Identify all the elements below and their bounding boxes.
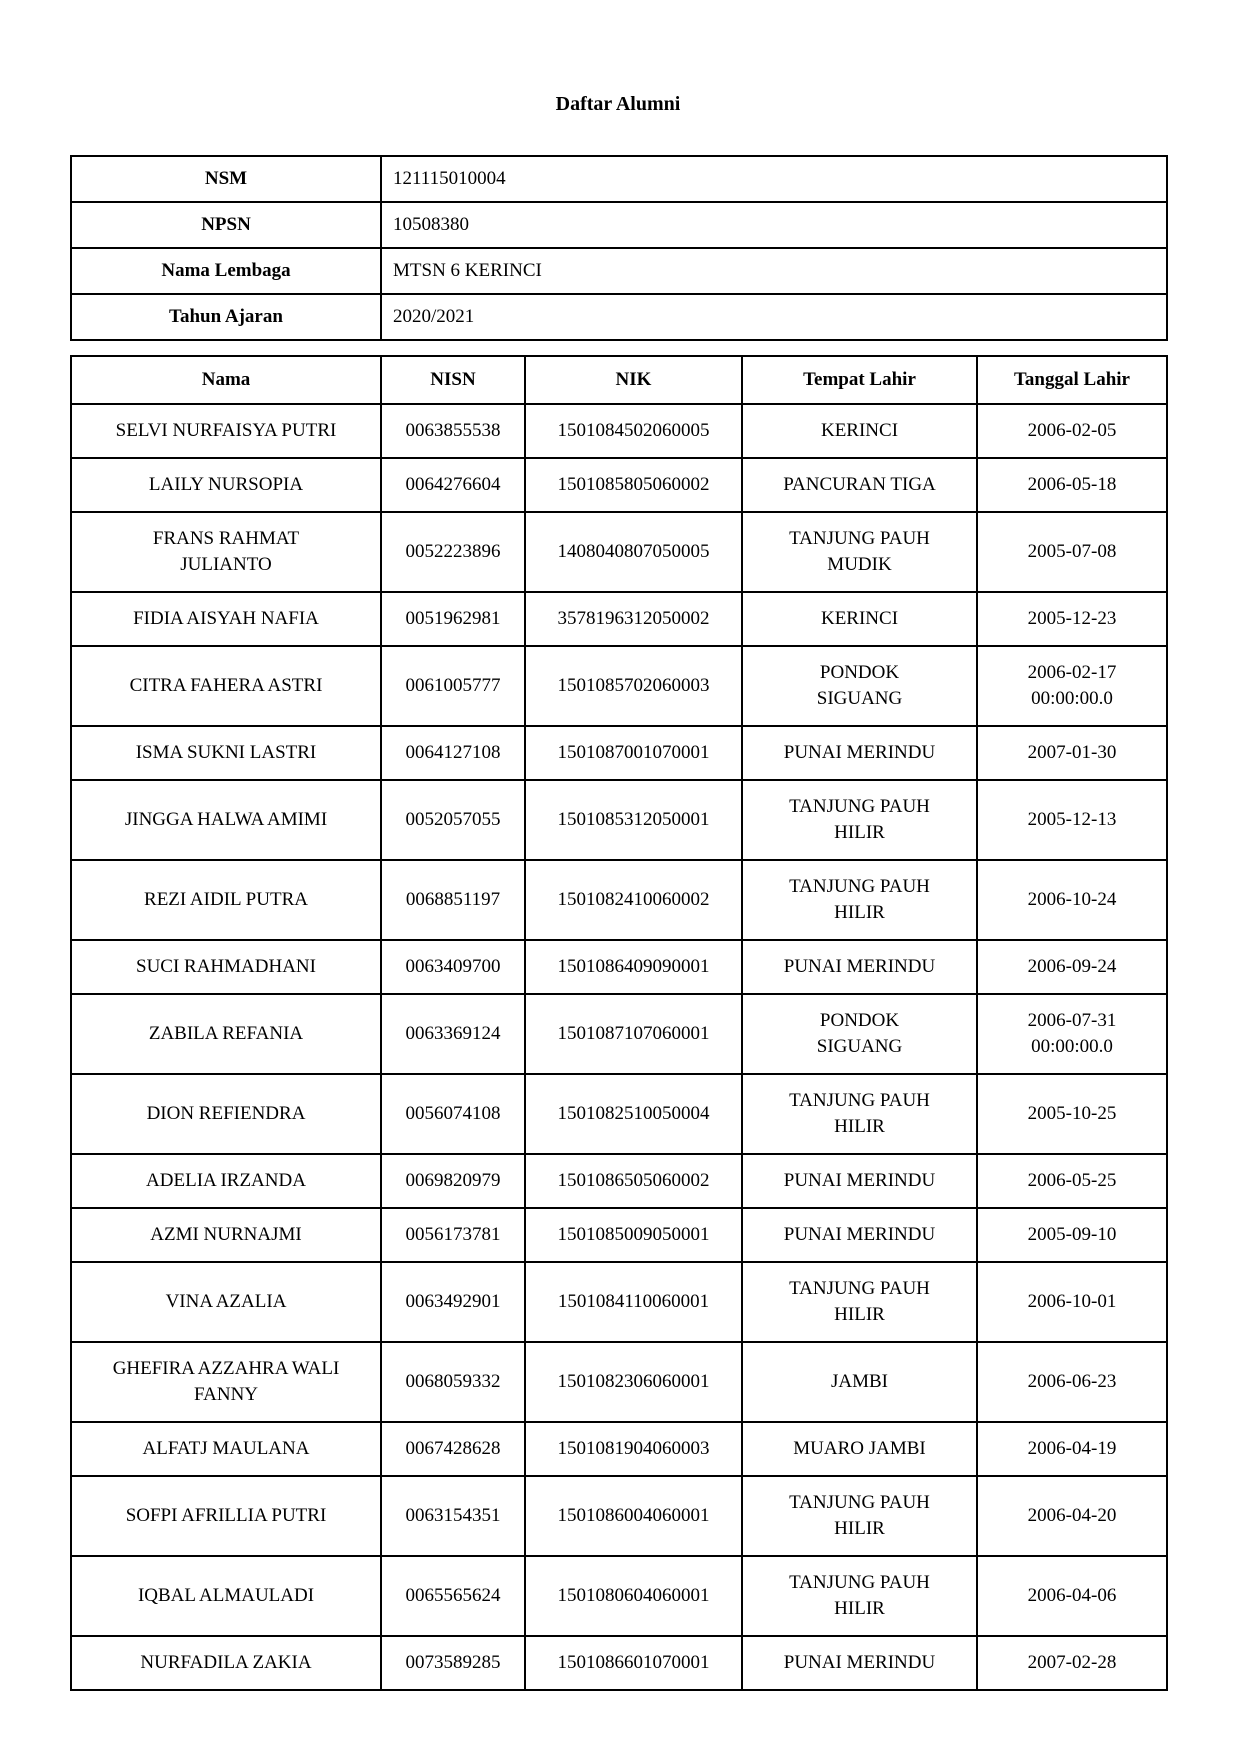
- cell-tanggal-lahir: 2006-09-24: [977, 940, 1167, 994]
- table-row: [71, 1262, 1167, 1342]
- cell-nik: 1501082306060001: [525, 1342, 742, 1422]
- cell-nik: 1501085702060003: [525, 646, 742, 726]
- cell-tempat-lahir: TANJUNG PAUH HILIR: [742, 780, 977, 860]
- cell-nisn: 0052223896: [381, 512, 525, 592]
- cell-nama: DION REFIENDRA: [71, 1074, 381, 1154]
- cell-tanggal-lahir: 2005-12-23: [977, 592, 1167, 646]
- info-row-tahun-ajaran: [71, 294, 1167, 340]
- cell-tempat-lahir: PONDOK SIGUANG: [742, 994, 977, 1074]
- info-row-nama-lembaga: [71, 248, 1167, 294]
- table-row: [71, 1342, 1167, 1422]
- cell-nik: 1501082510050004: [525, 1074, 742, 1154]
- cell-nama: IQBAL ALMAULADI: [71, 1556, 381, 1636]
- cell-nisn: 0063154351: [381, 1476, 525, 1556]
- cell-nisn: 0073589285: [381, 1636, 525, 1690]
- table-row: [71, 1476, 1167, 1556]
- cell-tempat-lahir: TANJUNG PAUH HILIR: [742, 1476, 977, 1556]
- info-value: 121115010004: [381, 156, 1167, 202]
- table-row: [71, 404, 1167, 458]
- cell-nik: 1501086409090001: [525, 940, 742, 994]
- table-row: [71, 1208, 1167, 1262]
- table-row: [71, 458, 1167, 512]
- cell-nisn: 0063369124: [381, 994, 525, 1074]
- table-row: [71, 1422, 1167, 1476]
- cell-tanggal-lahir: 2007-01-30: [977, 726, 1167, 780]
- cell-nama: ADELIA IRZANDA: [71, 1154, 381, 1208]
- cell-nisn: 0067428628: [381, 1422, 525, 1476]
- cell-nama: REZI AIDIL PUTRA: [71, 860, 381, 940]
- cell-tempat-lahir: JAMBI: [742, 1342, 977, 1422]
- table-row: [71, 994, 1167, 1074]
- table-row: [71, 592, 1167, 646]
- cell-nik: 1501082410060002: [525, 860, 742, 940]
- cell-nama: JINGGA HALWA AMIMI: [71, 780, 381, 860]
- cell-tempat-lahir: TANJUNG PAUH HILIR: [742, 1556, 977, 1636]
- cell-nisn: 0061005777: [381, 646, 525, 726]
- cell-nama: FIDIA AISYAH NAFIA: [71, 592, 381, 646]
- cell-tempat-lahir: PUNAI MERINDU: [742, 1208, 977, 1262]
- info-label: NPSN: [71, 202, 381, 248]
- cell-tanggal-lahir: 2006-07-31 00:00:00.0: [977, 994, 1167, 1074]
- cell-tempat-lahir: KERINCI: [742, 404, 977, 458]
- cell-tanggal-lahir: 2006-05-18: [977, 458, 1167, 512]
- cell-tempat-lahir: TANJUNG PAUH HILIR: [742, 1262, 977, 1342]
- cell-nama: LAILY NURSOPIA: [71, 458, 381, 512]
- cell-tanggal-lahir: 2006-05-25: [977, 1154, 1167, 1208]
- info-value: 10508380: [381, 202, 1167, 248]
- table-row: [71, 1074, 1167, 1154]
- cell-nisn: 0056173781: [381, 1208, 525, 1262]
- cell-nik: 1501085805060002: [525, 458, 742, 512]
- cell-nik: 1408040807050005: [525, 512, 742, 592]
- cell-nama: ISMA SUKNI LASTRI: [71, 726, 381, 780]
- cell-tempat-lahir: PUNAI MERINDU: [742, 940, 977, 994]
- cell-nisn: 0063855538: [381, 404, 525, 458]
- cell-nama: AZMI NURNAJMI: [71, 1208, 381, 1262]
- cell-nisn: 0068059332: [381, 1342, 525, 1422]
- cell-tempat-lahir: PUNAI MERINDU: [742, 726, 977, 780]
- cell-tempat-lahir: PANCURAN TIGA: [742, 458, 977, 512]
- cell-nisn: 0063492901: [381, 1262, 525, 1342]
- cell-tanggal-lahir: 2005-09-10: [977, 1208, 1167, 1262]
- table-row: [71, 726, 1167, 780]
- cell-nisn: 0051962981: [381, 592, 525, 646]
- cell-tanggal-lahir: 2006-04-06: [977, 1556, 1167, 1636]
- table-row: [71, 1636, 1167, 1690]
- cell-nisn: 0063409700: [381, 940, 525, 994]
- info-label: Tahun Ajaran: [71, 294, 381, 340]
- cell-nik: 1501086505060002: [525, 1154, 742, 1208]
- cell-tempat-lahir: PUNAI MERINDU: [742, 1636, 977, 1690]
- cell-tanggal-lahir: 2007-02-28: [977, 1636, 1167, 1690]
- cell-nik: 1501085312050001: [525, 780, 742, 860]
- cell-nama: SELVI NURFAISYA PUTRI: [71, 404, 381, 458]
- cell-nama: ZABILA REFANIA: [71, 994, 381, 1074]
- column-header-tempat-lahir: Tempat Lahir: [742, 356, 977, 404]
- cell-nik: 1501087107060001: [525, 994, 742, 1074]
- cell-nisn: 0069820979: [381, 1154, 525, 1208]
- cell-nisn: 0065565624: [381, 1556, 525, 1636]
- cell-tempat-lahir: TANJUNG PAUH HILIR: [742, 860, 977, 940]
- table-row: [71, 780, 1167, 860]
- cell-tanggal-lahir: 2005-07-08: [977, 512, 1167, 592]
- cell-tanggal-lahir: 2005-10-25: [977, 1074, 1167, 1154]
- alumni-table: [70, 355, 1168, 1691]
- cell-nama: GHEFIRA AZZAHRA WALI FANNY: [71, 1342, 381, 1422]
- cell-tanggal-lahir: 2006-04-20: [977, 1476, 1167, 1556]
- cell-nama: NURFADILA ZAKIA: [71, 1636, 381, 1690]
- cell-nama: FRANS RAHMAT JULIANTO: [71, 512, 381, 592]
- cell-nik: 1501080604060001: [525, 1556, 742, 1636]
- info-label: NSM: [71, 156, 381, 202]
- cell-nik: 1501081904060003: [525, 1422, 742, 1476]
- cell-nik: 1501084110060001: [525, 1262, 742, 1342]
- info-value: 2020/2021: [381, 294, 1167, 340]
- cell-nama: VINA AZALIA: [71, 1262, 381, 1342]
- school-info-table: [70, 155, 1168, 341]
- cell-nik: 1501086601070001: [525, 1636, 742, 1690]
- info-value: MTSN 6 KERINCI: [381, 248, 1167, 294]
- cell-tanggal-lahir: 2006-02-05: [977, 404, 1167, 458]
- cell-tanggal-lahir: 2005-12-13: [977, 780, 1167, 860]
- cell-nik: 1501084502060005: [525, 404, 742, 458]
- cell-tempat-lahir: KERINCI: [742, 592, 977, 646]
- cell-tanggal-lahir: 2006-04-19: [977, 1422, 1167, 1476]
- cell-nisn: 0052057055: [381, 780, 525, 860]
- table-row: [71, 1556, 1167, 1636]
- table-row: [71, 512, 1167, 592]
- cell-nisn: 0068851197: [381, 860, 525, 940]
- cell-tempat-lahir: TANJUNG PAUH MUDIK: [742, 512, 977, 592]
- table-row: [71, 860, 1167, 940]
- cell-nisn: 0056074108: [381, 1074, 525, 1154]
- cell-nama: SOFPI AFRILLIA PUTRI: [71, 1476, 381, 1556]
- column-header-nisn: NISN: [381, 356, 525, 404]
- cell-tempat-lahir: MUARO JAMBI: [742, 1422, 977, 1476]
- cell-nik: 1501086004060001: [525, 1476, 742, 1556]
- cell-nisn: 0064127108: [381, 726, 525, 780]
- table-row: [71, 1154, 1167, 1208]
- cell-nama: CITRA FAHERA ASTRI: [71, 646, 381, 726]
- cell-nik: 1501085009050001: [525, 1208, 742, 1262]
- column-header-nama: Nama: [71, 356, 381, 404]
- cell-nik: 1501087001070001: [525, 726, 742, 780]
- cell-tanggal-lahir: 2006-10-01: [977, 1262, 1167, 1342]
- column-header-tanggal-lahir: Tanggal Lahir: [977, 356, 1167, 404]
- cell-tanggal-lahir: 2006-02-17 00:00:00.0: [977, 646, 1167, 726]
- info-row-nsm: [71, 156, 1167, 202]
- cell-tempat-lahir: PONDOK SIGUANG: [742, 646, 977, 726]
- info-label: Nama Lembaga: [71, 248, 381, 294]
- cell-nisn: 0064276604: [381, 458, 525, 512]
- cell-tanggal-lahir: 2006-06-23: [977, 1342, 1167, 1422]
- cell-tempat-lahir: PUNAI MERINDU: [742, 1154, 977, 1208]
- page-title: Daftar Alumni: [555, 93, 681, 115]
- table-row: [71, 940, 1167, 994]
- cell-nama: SUCI RAHMADHANI: [71, 940, 381, 994]
- cell-tempat-lahir: TANJUNG PAUH HILIR: [742, 1074, 977, 1154]
- table-header-row: [71, 356, 1167, 404]
- column-header-nik: NIK: [525, 356, 742, 404]
- cell-nik: 3578196312050002: [525, 592, 742, 646]
- cell-nama: ALFATJ MAULANA: [71, 1422, 381, 1476]
- info-row-npsn: [71, 202, 1167, 248]
- cell-tanggal-lahir: 2006-10-24: [977, 860, 1167, 940]
- table-row: [71, 646, 1167, 726]
